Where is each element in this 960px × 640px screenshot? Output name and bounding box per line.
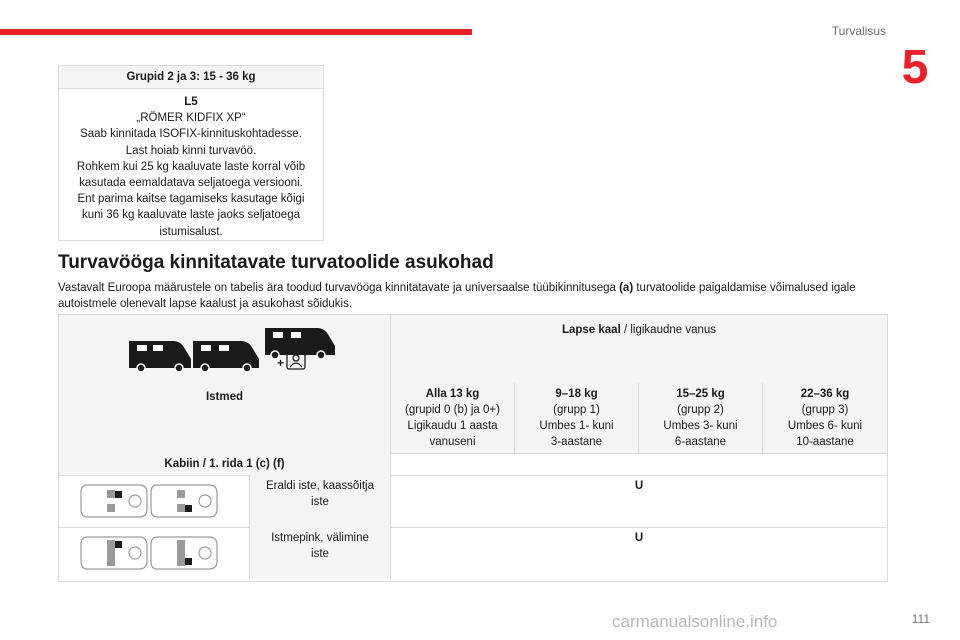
seat-positions-table	[58, 314, 888, 582]
table-header-row	[59, 315, 887, 384]
cabin-label: Kabiin / 1. rida 1 (c) (f)	[59, 453, 390, 475]
weight-header-suffix: / ligikaudne vanus	[620, 324, 717, 336]
svg-text:+: +	[277, 356, 285, 370]
weight-range: 22–36 kg	[800, 388, 850, 400]
group-box-line: „RÖMER KIDFIX XP“	[136, 112, 246, 125]
child-seat-info-box	[58, 65, 324, 241]
age-range: 10-aastane	[796, 436, 854, 448]
age-range: vanuseni	[429, 436, 476, 448]
watermark: carmanualsonline.info	[612, 612, 778, 631]
weight-group: (grupp 1)	[553, 404, 600, 416]
seat-position-diagram-icon	[59, 527, 249, 578]
weight-range: 9–18 kg	[555, 388, 598, 400]
seat-label: iste	[311, 496, 329, 508]
age-range: Umbes 6- kuni	[787, 420, 863, 432]
age-range: 3-aastane	[550, 436, 603, 448]
seat-diagram-cell	[59, 475, 249, 527]
seats-label: Istmed	[59, 383, 390, 453]
weight-header-label: Lapse kaal	[561, 324, 621, 336]
intro-note-ref: (a)	[619, 282, 634, 294]
weight-group: (grupid 0 (b) ja 0+)	[405, 404, 500, 416]
group-box-line: Last hoiab kinni turvavöö.	[125, 144, 257, 157]
intro-text-end: turvatoolide paigaldamise võimalused igale autoistmele olenevalt lapse kaalust ja asukohast sõidukis.	[58, 282, 856, 310]
chapter-number: 5	[901, 41, 929, 94]
weight-column	[390, 383, 514, 453]
table-row	[59, 475, 887, 528]
weight-header-cell	[390, 315, 887, 383]
section-title: Turvalisus	[831, 24, 886, 38]
section-intro	[58, 280, 888, 312]
page-number: 111	[911, 612, 930, 626]
seat-model-code: L5	[184, 96, 198, 108]
seat-diagram-cell	[59, 527, 249, 579]
seat-label: iste	[311, 548, 329, 560]
age-range: Ligikaudu 1 aasta	[407, 420, 498, 432]
group-box-line: Saab kinnitada ISOFIX-kinnituskohtadesse.	[80, 128, 302, 141]
chapter-progress-bar	[0, 29, 472, 35]
age-range: Umbes 3- kuni	[663, 420, 738, 432]
seat-position-diagram-icon	[59, 475, 249, 526]
van-variants-icon	[59, 315, 390, 382]
section-heading: Turvavööga kinnitatavate turvatoolide asukohad	[58, 252, 494, 273]
group-box-line: istumisalust.	[159, 225, 223, 238]
intro-text: Vastavalt Euroopa määrustele on tabelis ära toodud turvavööga kinnitatavate ja universaalse tüübikinnitusega	[58, 282, 620, 294]
cabin-row	[59, 453, 887, 476]
group-box-title: Grupid 2 ja 3: 15 - 36 kg	[59, 66, 323, 89]
seat-compatibility-value: U	[390, 475, 887, 527]
weight-group: (grupp 3)	[801, 404, 849, 416]
age-range: 6-aastane	[674, 436, 727, 448]
weight-column	[514, 383, 638, 453]
seat-label-cell	[249, 527, 390, 579]
group-box-body	[59, 89, 323, 245]
weight-column	[762, 383, 887, 453]
group-box-line: kuni 36 kg kaaluvate laste jaoks seljatoega	[81, 209, 300, 222]
group-box-line: Ent parima kaitse tagamiseks kasutage kõigi	[77, 193, 305, 206]
cabin-empty-cell	[390, 453, 887, 475]
seat-label: Istmepink, välimine	[271, 532, 369, 544]
vehicle-variants-cell	[59, 315, 390, 383]
weight-columns-row	[59, 383, 887, 454]
age-range: Umbes 1- kuni	[539, 420, 614, 432]
seat-label: Eraldi iste, kaassõitja	[265, 480, 375, 492]
weight-group: (grupp 2)	[677, 404, 724, 416]
table-row	[59, 527, 887, 579]
group-box-line: Rohkem kui 25 kg kaaluvate laste korral võib	[76, 160, 306, 173]
weight-range: 15–25 kg	[676, 388, 725, 400]
weight-range: Alla 13 kg	[425, 388, 480, 400]
seat-compatibility-value: U	[390, 527, 887, 579]
seat-label-cell	[249, 475, 390, 527]
weight-column	[638, 383, 762, 453]
group-box-line: kasutada eemaldatava seljatoega versiooni.	[79, 177, 303, 190]
